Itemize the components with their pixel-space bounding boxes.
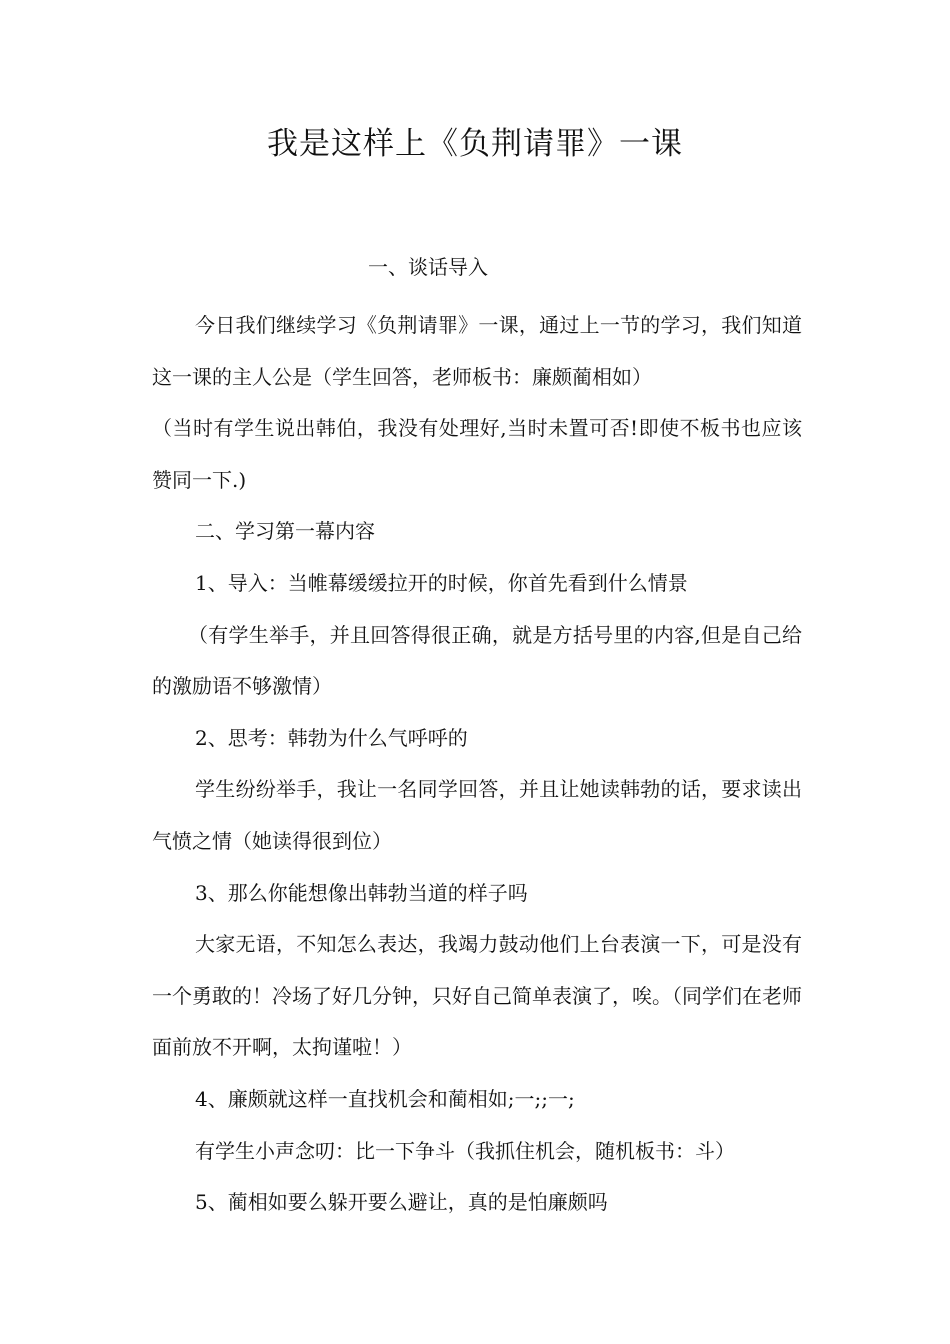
paragraph-step-3: 3、那么你能想像出韩勃当道的样子吗 [195, 880, 528, 905]
paragraph-step-5: 5、蔺相如要么躲开要么避让，真的是怕廉颇吗 [195, 1190, 608, 1215]
paragraph-note-1: （当时有学生说出韩伯，我没有处理好,当时未置可否!即使不板书也应该赞同一下.) [152, 416, 802, 492]
paragraph-step-2: 2、思考：韩勃为什么气呼呼的 [195, 725, 468, 750]
section-heading-act-one: 二、学习第一幕内容 [195, 519, 375, 544]
document-body [152, 300, 802, 1229]
paragraph-response-2: 学生纷纷举手，我让一名同学回答，并且让她读韩勃的话，要求读出气愤之情（她读得很到位） [152, 777, 802, 853]
document-title: 我是这样上《负荆请罪》一课 [267, 126, 683, 162]
paragraph-response-3: 大家无语，不知怎么表达，我竭力鼓动他们上台表演一下，可是没有一个勇敢的！冷场了好几分钟，只好自己简单表演了，唉。（同学们在老师面前放不开啊，太拘谨啦！） [152, 932, 802, 1060]
paragraph-intro: 今日我们继续学习《负荆请罪》一课，通过上一节的学习，我们知道这一课的主人公是（学生回答，老师板书：廉颇蔺相如） [152, 313, 802, 389]
paragraph-step-1: 1、导入：当帷幕缓缓拉开的时候，你首先看到什么情景 [195, 570, 688, 595]
paragraph-step-4: 4、廉颇就这样一直找机会和蔺相如;一;;一; [195, 1086, 575, 1111]
paragraph-note-2: （有学生举手，并且回答得很正确，就是方括号里的内容,但是自己给的激励语不够激情） [152, 622, 802, 699]
section-heading-intro: 一、谈话导入 [368, 255, 488, 279]
paragraph-response-4: 有学生小声念叨：比一下争斗（我抓住机会，随机板书：斗） [195, 1138, 735, 1163]
